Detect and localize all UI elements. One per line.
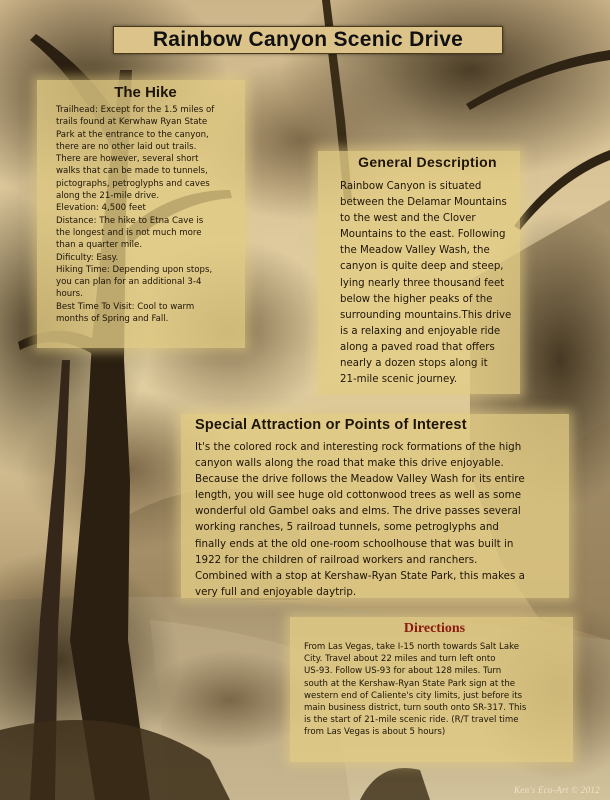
directions-heading: Directions [403,621,466,636]
hike-line: Distance: The hike to Etna Cave is [56,215,204,226]
special-heading: Special Attraction or Points of Interest [195,417,467,433]
hike-line: you can plan for an additional 3-4 [56,277,202,288]
directions-line: From Las Vegas, take I-15 north towards Salt Lake [304,642,520,652]
hike-line: walks that can be made to tunnels, [56,166,208,177]
directions-line: City. Travel about 22 miles and turn left onto [304,654,496,665]
directions-line: from Las Vegas is about 5 hours) [304,727,446,738]
hike-text [56,104,235,325]
hike-line: there are no other laid out trails. [56,141,197,152]
hike-line: Trailhead: Except for the 1.5 miles of [56,105,215,115]
hike-line: There are however, several short [56,154,199,165]
general-line: canyon is quite deep and steep, [340,261,504,273]
hike-line: hours. [56,289,83,300]
directions-line: south at the Kershaw-Ryan State Park sign at the [304,678,516,689]
hike-line: Best Time To Visit: Cool to warm [56,301,195,312]
general-line: to the west and the Clover [340,213,476,225]
hike-line: the longest and is not much more [56,227,202,238]
directions-line: is the start of 21-mile scenic ride. (R/T travel time [304,715,519,726]
special-line: working ranches, 5 railroad tunnels, some petroglyphs and [195,521,499,534]
directions-text [304,641,565,739]
hike-line: Dificulty: Easy. [56,252,119,263]
general-line: Rainbow Canyon is situated [340,181,482,192]
page-title: Rainbow Canyon Scenic Drive [113,26,503,54]
general-line: lying nearly three thousand feet [340,277,505,289]
general-line: surrounding mountains.This drive [340,309,512,321]
special-line: finally ends at the old one-room schoolhouse that was built in [195,537,514,550]
directions-line: western end of Caliente's city limits, just before its [304,690,523,701]
general-line: nearly a dozen stops along it [340,358,488,370]
general-line: along a paved road that offers [340,341,495,353]
hike-line: Park at the entrance to the canyon, [56,129,209,140]
hike-line: along the 21-mile drive. [56,191,160,202]
special-attraction-panel [181,414,569,598]
hike-line: Elevation: 4,500 feet [56,203,146,214]
hike-line: pictographs, petroglyphs and caves [56,178,210,189]
directions-panel [290,617,573,762]
directions-line: US-93. Follow US-93 for about 128 miles. Turn [304,666,502,677]
general-text [340,179,515,388]
general-line: is a relaxing and enjoyable ride [340,325,501,337]
special-line: wonderful old Gambel oaks and elms. The drive passes several [195,505,521,518]
hike-line: Hiking Time: Depending upon stops, [56,264,213,275]
special-line: length, you will see huge old cottonwood trees as well as some [195,489,522,502]
general-line: Mountains to the east. Following [340,229,506,241]
artist-signature: Ken's Eco-Art © 2012 [513,785,600,795]
special-line: 1922 for the children of railroad workers and ranchers. [195,553,478,566]
special-line: It's the colored rock and interesting rock formations of the high [195,441,522,453]
special-line: Combined with a stop at Kershaw-Ryan State Park, this makes a [195,569,525,582]
general-line: between the Delamar Mountains [340,197,507,209]
hike-line: trails found at Kerwhaw Ryan State [56,117,208,128]
special-line: Because the drive follows the Meadow Valley Wash for its entire [195,473,525,486]
general-line: the Meadow Valley Wash, the [340,245,490,257]
general-line: 21-mile scenic journey. [340,374,458,386]
hike-line: than a quarter mile. [56,240,143,251]
general-heading: General Description [358,154,497,170]
hike-heading: The Hike [114,84,177,101]
special-line: canyon walls along the road that make this drive enjoyable. [195,457,504,470]
general-line: below the higher peaks of the [340,293,493,305]
special-text [195,439,563,600]
directions-line: main business district, turn south onto SR-317. This [304,703,527,714]
special-line: very full and enjoyable daytrip. [195,585,357,598]
hike-line: months of Spring and Fall. [56,314,169,325]
general-description-panel [318,151,520,394]
hike-panel [37,80,245,348]
